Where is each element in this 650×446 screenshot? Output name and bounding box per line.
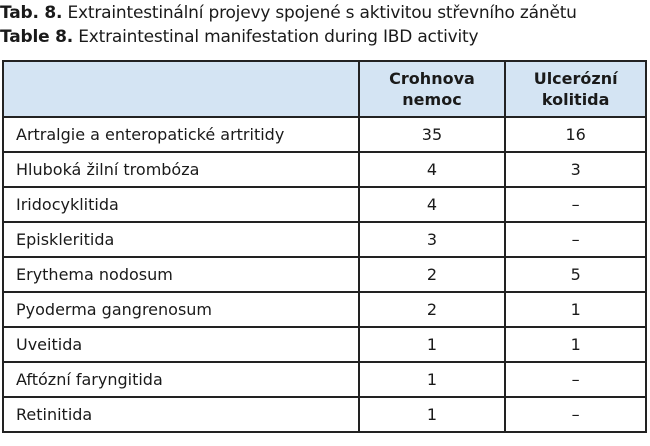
table-row [3,257,646,292]
table-row [3,292,646,327]
crohn-value: 1 [359,397,506,432]
crohn-value: 4 [359,152,506,187]
uc-value: 1 [505,292,646,327]
crohn-value: 35 [359,117,506,152]
table-row [3,152,646,187]
uc-value: – [505,187,646,222]
caption-czech-text: Extraintestinální projevy spojené s aktivitou střevního zánětu [62,3,577,23]
crohn-value: 1 [359,362,506,397]
crohn-value: 4 [359,187,506,222]
table-row [3,222,646,257]
header-uc-line1: Ulcerózní [533,69,618,88]
crohn-value: 3 [359,222,506,257]
table-row [3,187,646,222]
row-label: Artralgie a enteropatické artritidy [3,117,359,152]
uc-value: 1 [505,327,646,362]
uc-value: – [505,222,646,257]
header-empty-cell [3,61,359,117]
table-caption-english [0,26,478,48]
caption-english-prefix: Table 8. [0,27,74,47]
row-label: Episkleritida [3,222,359,257]
header-crohn-line1: Crohnova [389,69,475,88]
crohn-value: 2 [359,257,506,292]
crohn-value: 2 [359,292,506,327]
row-label: Erythema nodosum [3,257,359,292]
header-ulcerative-colitis [505,61,646,117]
manifestation-table [2,60,647,433]
uc-value: 5 [505,257,646,292]
uc-value: – [505,362,646,397]
table-header-row [3,61,646,117]
row-label: Iridocyklitida [3,187,359,222]
header-crohn [359,61,506,117]
uc-value: – [505,397,646,432]
caption-czech-prefix: Tab. 8. [0,3,63,23]
caption-english-text: Extraintestinal manifestation during IBD activity [73,27,479,47]
header-crohn-line2: nemoc [402,90,462,109]
row-label: Hluboká žilní trombóza [3,152,359,187]
row-label: Aftózní faryngitida [3,362,359,397]
uc-value: 3 [505,152,646,187]
table-row [3,327,646,362]
crohn-value: 1 [359,327,506,362]
row-label: Uveitida [3,327,359,362]
row-label: Pyoderma gangrenosum [3,292,359,327]
table-row [3,397,646,432]
header-uc-line2: kolitida [541,90,610,109]
table-row [3,362,646,397]
row-label: Retinitida [3,397,359,432]
uc-value: 16 [505,117,646,152]
table-row [3,117,646,152]
table-caption-czech [0,2,577,24]
